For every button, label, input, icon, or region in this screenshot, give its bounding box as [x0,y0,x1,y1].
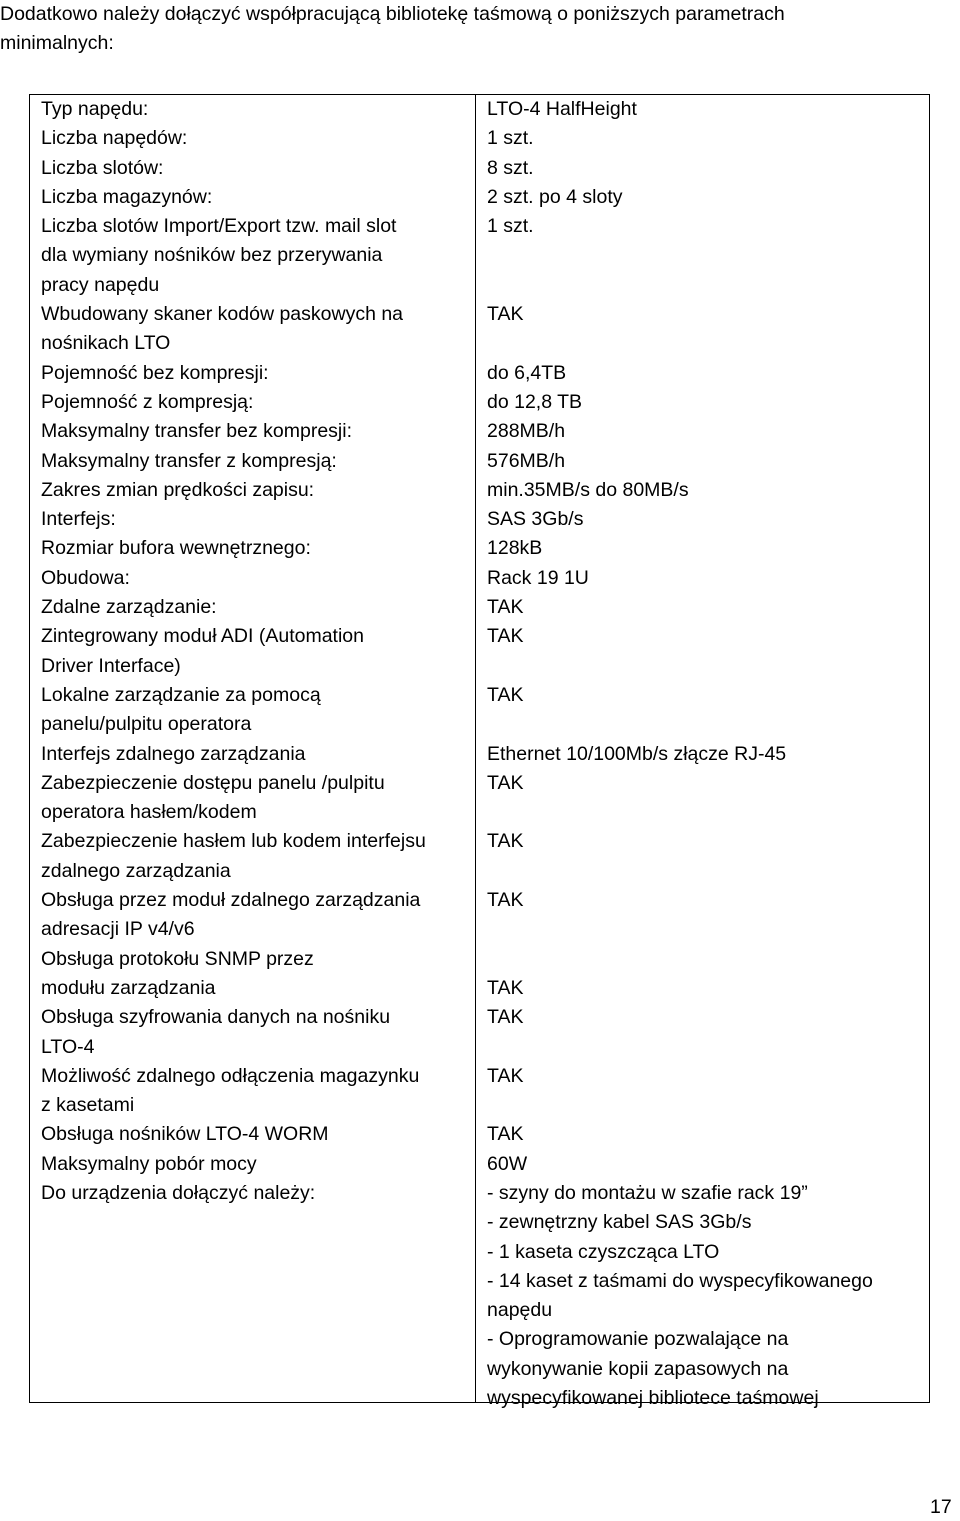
spec-value-line: 8 szt. [487,156,534,179]
spec-row [41,95,941,124]
spec-value [487,1062,941,1121]
spec-label-line: Obsługa nośników LTO-4 WORM [41,1123,329,1146]
spec-value-line: TAK [487,1006,524,1029]
spec-label [41,534,487,563]
spec-label [41,827,487,886]
spec-value-line: 60W [487,1152,528,1175]
spec-value-line: 128kB [487,537,543,560]
spec-value-line: wyspecyfikowanej bibliotece taśmowej [487,1387,819,1410]
spec-label [41,447,487,476]
spec-value [487,505,941,534]
spec-value-line [487,945,941,974]
spec-row [41,593,941,622]
spec-value-line: - Oprogramowanie pozwalające na [487,1328,789,1351]
spec-label [41,417,487,446]
spec-row [41,212,941,300]
spec-row [41,740,941,769]
spec-row [41,1120,941,1149]
spec-value-line: TAK [487,830,524,853]
spec-row [41,1003,941,1062]
spec-value [487,447,941,476]
spec-value-line: SAS 3Gb/s [487,508,584,531]
spec-row [41,505,941,534]
spec-label-line: Pojemność z kompresją: [41,390,254,413]
spec-label-line: Liczba slotów: [41,156,164,179]
spec-value-line: TAK [487,596,524,619]
spec-value-line: - 14 kaset z taśmami do wyspecyfikowanego [487,1269,873,1292]
spec-label-line: Liczba napędów: [41,127,188,150]
spec-label-line: Lokalne zarządzanie za pomocą [41,683,321,706]
spec-label-line: Zakres zmian prędkości zapisu: [41,478,315,501]
spec-label [41,1003,487,1062]
spec-value-line: 1 szt. [487,215,534,238]
spec-value-line: 2 szt. po 4 sloty [487,185,623,208]
intro-paragraph [0,0,940,58]
spec-value [487,564,941,593]
intro-line-2: minimalnych: [0,32,114,54]
spec-label [41,622,487,681]
spec-value-line: - zewnętrzny kabel SAS 3Gb/s [487,1211,752,1234]
spec-value [487,1150,941,1179]
spec-label-line: nośnikach LTO [41,332,171,355]
spec-label [41,300,487,359]
spec-value [487,1120,941,1149]
spec-label-line: modułu zarządzania [41,976,216,999]
spec-value [487,476,941,505]
spec-label-line: Driver Interface) [41,654,181,677]
spec-label [41,154,487,183]
spec-row [41,886,941,945]
spec-label-line: Zabezpieczenie hasłem lub kodem interfejsu [41,830,426,853]
spec-label-line: Zintegrowany moduł ADI (Automation [41,625,364,648]
spec-value-line: min.35MB/s do 80MB/s [487,478,689,501]
spec-label [41,505,487,534]
spec-value-line: TAK [487,889,524,912]
spec-value-line: wykonywanie kopii zapasowych na [487,1357,789,1380]
spec-value-line: LTO-4 HalfHeight [487,98,637,120]
spec-value [487,95,941,124]
spec-value [487,593,941,622]
spec-value-line: do 6,4TB [487,361,567,384]
spec-label-line: Zabezpieczenie dostępu panelu /pulpitu [41,771,385,794]
spec-label-line: Pojemność bez kompresji: [41,361,269,384]
spec-row [41,476,941,505]
spec-value-line: do 12,8 TB [487,390,583,413]
spec-label [41,388,487,417]
spec-row [41,564,941,593]
spec-row [41,300,941,359]
spec-label-line: Wbudowany skaner kodów paskowych na [41,303,404,326]
spec-label-line: Maksymalny transfer bez kompresji: [41,420,353,443]
spec-label [41,1150,487,1179]
spec-value [487,945,941,1004]
spec-row [41,681,941,740]
spec-row [41,447,941,476]
page-number: 17 [930,1496,952,1518]
spec-value-line: - 1 kaseta czyszcząca LTO [487,1240,720,1263]
spec-label [41,886,487,945]
spec-label [41,212,487,300]
spec-label [41,945,487,1004]
spec-value [487,681,941,740]
spec-value [487,1003,941,1062]
spec-table [41,95,941,1413]
spec-label-line: Do urządzenia dołączyć należy: [41,1181,316,1204]
spec-label-line: operatora hasłem/kodem [41,801,257,824]
spec-value [487,212,941,300]
spec-label-line: zdalnego zarządzania [41,859,231,882]
spec-value [487,769,941,828]
spec-label [41,1062,487,1121]
spec-value-line: Ethernet 10/100Mb/s złącze RJ-45 [487,742,787,765]
spec-value-line: TAK [487,1123,524,1146]
spec-label [41,124,487,153]
spec-label-line: Liczba magazynów: [41,185,213,208]
spec-row [41,388,941,417]
spec-value [487,124,941,153]
spec-label-line: Maksymalny transfer z kompresją: [41,449,337,472]
spec-label-line: Obsługa protokołu SNMP przez [41,947,314,970]
spec-value [487,1179,941,1413]
spec-value [487,534,941,563]
spec-label-line: Rozmiar bufora wewnętrznego: [41,537,311,560]
spec-value [487,622,941,681]
spec-label-line: Obudowa: [41,566,130,589]
spec-label [41,1120,487,1149]
spec-value [487,154,941,183]
spec-label-line: LTO-4 [41,1035,95,1058]
spec-label [41,1179,487,1413]
spec-label-line: Liczba slotów Import/Export tzw. mail slot [41,215,397,238]
spec-value-line: 1 szt. [487,127,534,150]
spec-label [41,593,487,622]
spec-row [41,154,941,183]
spec-label [41,95,487,124]
spec-label-line: Zdalne zarządzanie: [41,596,217,619]
intro-line-1: Dodatkowo należy dołączyć współpracującą bibliotekę taśmową o poniższych parametrach [0,3,785,25]
spec-label [41,476,487,505]
spec-label-line: Obsługa szyfrowania danych na nośniku [41,1006,391,1029]
spec-value [487,183,941,212]
spec-label-line: Maksymalny pobór mocy [41,1152,257,1175]
spec-label-line: dla wymiany nośników bez przerywania [41,244,383,267]
spec-row [41,622,941,681]
spec-value [487,740,941,769]
spec-label-line: z kasetami [41,1094,135,1117]
spec-label-line: Interfejs zdalnego zarządzania [41,742,306,765]
spec-value-line: 288MB/h [487,420,566,443]
spec-value-line: TAK [487,1064,524,1087]
spec-value-line: TAK [487,625,524,648]
spec-row [41,534,941,563]
spec-label-line: Obsługa przez moduł zdalnego zarządzania [41,889,421,912]
spec-label-line: Typ napędu: [41,98,149,120]
spec-label [41,769,487,828]
spec-label-line: panelu/pulpitu operatora [41,713,252,736]
spec-row [41,1179,941,1413]
spec-row [41,945,941,1004]
spec-label-line: pracy napędu [41,273,160,296]
spec-label [41,359,487,388]
spec-row [41,769,941,828]
spec-value-line: TAK [487,771,524,794]
spec-value-line: 576MB/h [487,449,566,472]
spec-value [487,388,941,417]
spec-value [487,300,941,359]
spec-value-line: TAK [487,683,524,706]
spec-value-line: TAK [487,303,524,326]
spec-value [487,417,941,446]
spec-label-line: Możliwość zdalnego odłączenia magazynku [41,1064,420,1087]
spec-value-line: - szyny do montażu w szafie rack 19” [487,1181,808,1204]
spec-value [487,886,941,945]
spec-label [41,681,487,740]
spec-value-line: TAK [487,976,524,999]
spec-value-line: Rack 19 1U [487,566,589,589]
spec-value-line: napędu [487,1299,553,1322]
spec-row [41,827,941,886]
spec-label [41,740,487,769]
spec-label-line: Interfejs: [41,508,116,531]
spec-row [41,183,941,212]
spec-label-line: adresacji IP v4/v6 [41,918,195,941]
spec-row [41,417,941,446]
spec-value [487,827,941,886]
spec-row [41,359,941,388]
spec-row [41,1062,941,1121]
spec-row [41,124,941,153]
spec-label [41,183,487,212]
spec-label [41,564,487,593]
spec-value [487,359,941,388]
spec-row [41,1150,941,1179]
